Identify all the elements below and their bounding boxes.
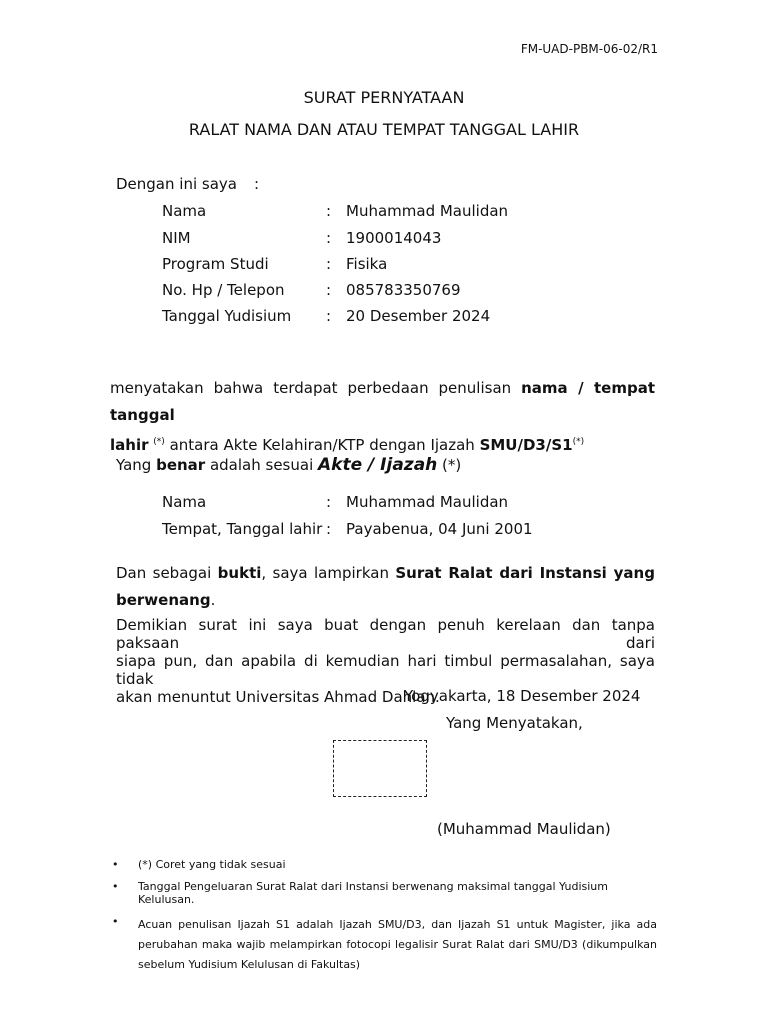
intro-line: [116, 175, 260, 193]
stamp-box: [333, 740, 427, 797]
field-label: NIM: [162, 229, 191, 247]
statement-text-2: antara Akte Kelahiran/KTP dengan Ijazah: [164, 436, 480, 454]
field-value: 20 Desember 2024: [346, 307, 491, 325]
bullet-icon: •: [112, 880, 119, 893]
statement-paragraph: [110, 375, 655, 459]
evidence-text: Dan sebagai: [116, 564, 218, 582]
field-colon: :: [326, 493, 332, 511]
document-title: SURAT PERNYATAAN: [303, 88, 465, 107]
note-line: perubahan maka wajib melampirkan fotocopi legalisir Surat Ralat dari SMU/D3 (dikumpulkan: [138, 938, 657, 951]
field-value: Muhammad Maulidan: [346, 493, 509, 511]
note-line: Acuan penulisan Ijazah S1 adalah Ijazah SMU/D3, dan Ijazah S1 untuk Magister, jika ada: [138, 918, 657, 931]
signer-name: (Muhammad Maulidan): [437, 820, 611, 838]
note-text: Tanggal Pengeluaran Surat Ralat dari Instansi berwenang maksimal tanggal Yudisium Kelulusan.: [138, 880, 608, 906]
field-colon: :: [326, 255, 332, 273]
statement-degree: SMU/D3/S1: [479, 436, 573, 454]
field-colon: :: [326, 229, 332, 247]
evidence-document-end: berwenang: [116, 591, 211, 609]
field-label: Tempat, Tanggal lahir: [162, 520, 323, 538]
correct-line: [116, 455, 461, 475]
correct-document: Akte / Ijazah: [318, 455, 438, 475]
field-label: Tanggal Yudisium: [162, 307, 292, 325]
evidence-period: .: [210, 591, 216, 609]
field-colon: :: [326, 307, 332, 325]
note-text: (*) Coret yang tidak sesuai: [138, 858, 286, 871]
evidence-document: Surat Ralat dari Instansi yang: [395, 564, 655, 582]
evidence-text-2: , saya lampirkan: [261, 564, 396, 582]
note-item: [112, 858, 657, 871]
intro-text: Dengan ini saya: [116, 175, 237, 193]
statement-bold-lahir: lahir: [110, 436, 149, 454]
note-text: [138, 915, 657, 975]
statement-bold: nama / tempat tanggal: [110, 379, 655, 424]
note-item: [112, 915, 657, 975]
field-value: Muhammad Maulidan: [346, 202, 509, 220]
note-item: [112, 880, 657, 906]
field-label: Program Studi: [162, 255, 269, 273]
field-colon: :: [326, 520, 332, 538]
closing-line: Demikian surat ini saya buat dengan penuh kerelaan dan tanpa paksaan dari: [116, 616, 655, 652]
form-code: FM-UAD-PBM-06-02/R1: [520, 42, 658, 56]
statement-line-1: [110, 375, 655, 429]
field-colon: :: [326, 202, 332, 220]
footnote-mark: (*): [572, 437, 585, 447]
correct-bold: benar: [156, 456, 206, 474]
field-value: Fisika: [346, 255, 388, 273]
field-value: 085783350769: [346, 281, 461, 299]
intro-colon: :: [254, 175, 260, 193]
field-value: Payabenua, 04 Juni 2001: [346, 520, 533, 538]
evidence-line-1: [116, 560, 655, 587]
field-label: No. Hp / Telepon: [162, 281, 285, 299]
closing-line: siapa pun, dan apabila di kemudian hari timbul permasalahan, saya tidak: [116, 652, 655, 688]
field-colon: :: [326, 281, 332, 299]
correct-text: Yang: [116, 456, 157, 474]
statement-text: menyatakan bahwa terdapat perbedaan penulisan: [110, 379, 522, 397]
field-label: Nama: [162, 202, 207, 220]
footnote-mark: (*): [153, 437, 165, 447]
bullet-icon: •: [112, 858, 119, 871]
signer-label: Yang Menyatakan,: [446, 714, 583, 732]
evidence-paragraph: [116, 560, 655, 614]
closing-line: akan menuntut Universitas Ahmad Dahlan.: [116, 688, 440, 706]
document-subtitle: RALAT NAMA DAN ATAU TEMPAT TANGGAL LAHIR: [188, 120, 580, 139]
evidence-bold: bukti: [217, 564, 262, 582]
correct-text-mid: adalah sesuai: [205, 456, 319, 474]
field-label: Nama: [162, 493, 207, 511]
notes-list: [112, 858, 657, 984]
bullet-icon: •: [112, 915, 119, 928]
evidence-line-2: [116, 587, 655, 614]
note-line: sebelum Yudisium Kelulusan di Fakultas): [138, 958, 361, 971]
footnote-mark: (*): [437, 456, 462, 474]
place-date: Yogyakarta, 18 Desember 2024: [404, 687, 641, 705]
field-value: 1900014043: [346, 229, 442, 247]
